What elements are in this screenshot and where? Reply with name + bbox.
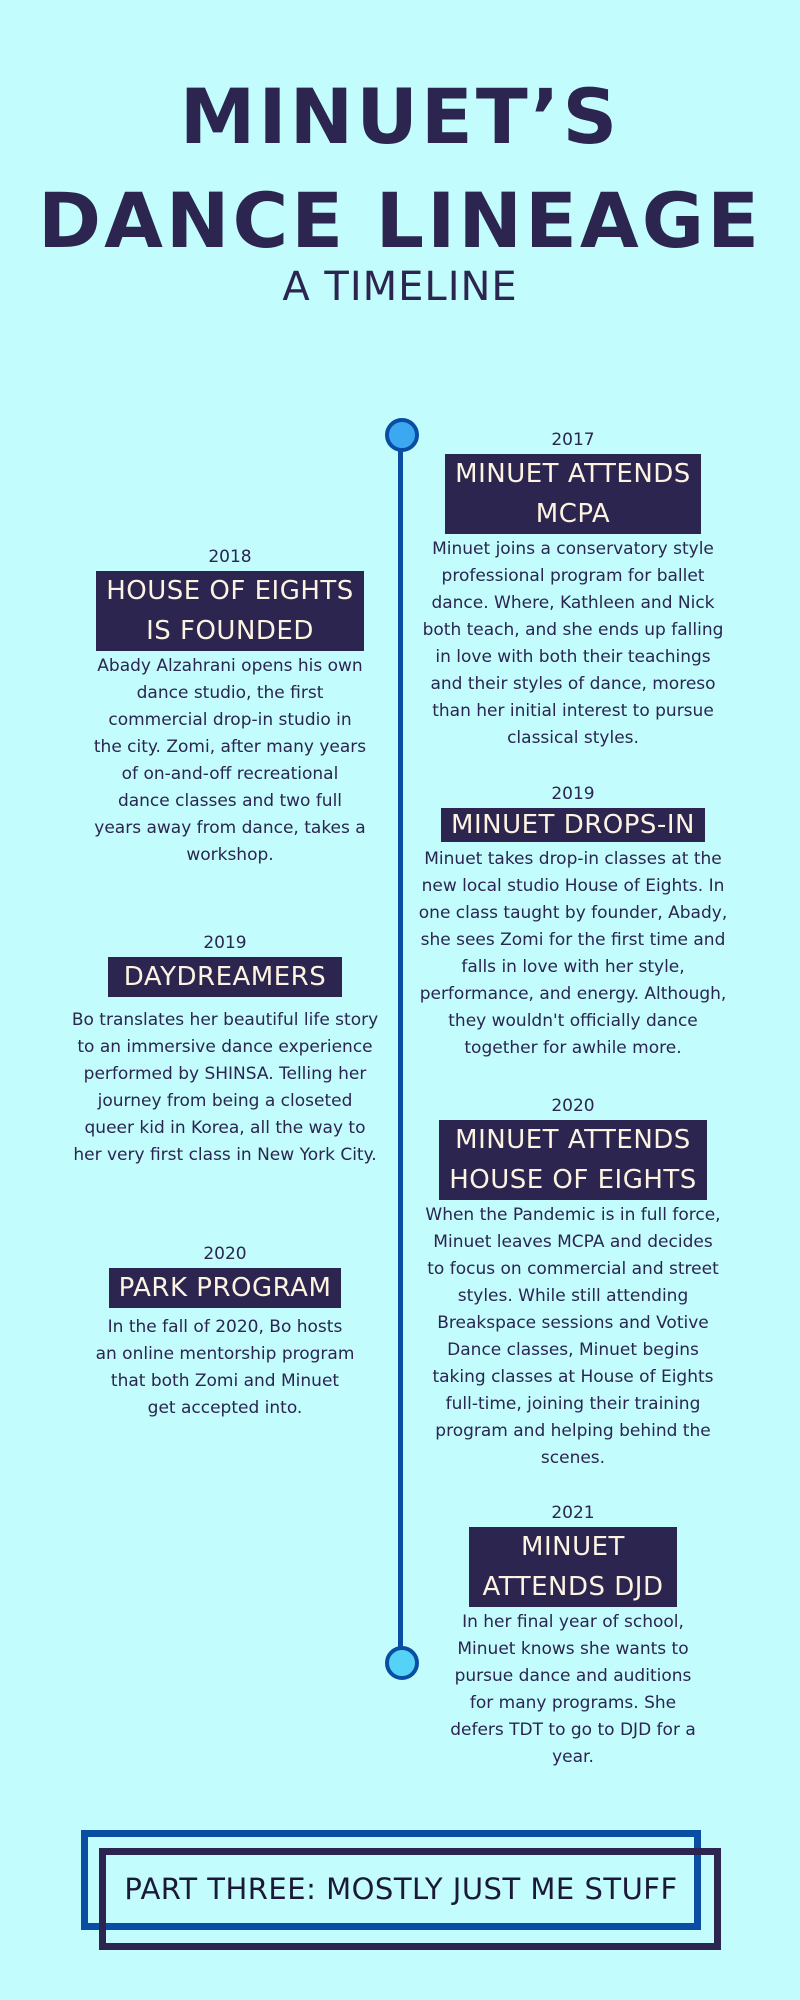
event-description-line: pursue dance and auditions [454, 1666, 692, 1686]
page-subtitle: A TIMELINE [282, 264, 518, 310]
event-description-line: classical styles. [507, 728, 639, 748]
event-heading-line: HOUSE OF EIGHTS [106, 576, 354, 606]
event-description-line: get accepted into. [147, 1398, 303, 1418]
event-year: 2019 [203, 933, 247, 953]
event-description-line: scenes. [540, 1448, 606, 1468]
event-heading [109, 1268, 342, 1308]
event-description-line: of on-and-off recreational [121, 764, 339, 784]
event-description-line: dance. Where, Kathleen and Nick [431, 593, 715, 613]
event-description [50, 1007, 400, 1169]
event-description [405, 1609, 741, 1771]
event-description-line: defers TDT to go to DJD for a [450, 1720, 696, 1740]
event-heading-line: MINUET ATTENDS [455, 459, 691, 489]
timeline-event-2020-park-program [60, 1243, 390, 1422]
event-heading-line: ATTENDS DJD [482, 1572, 664, 1602]
event-description [60, 1314, 390, 1422]
timeline-event-2017-mcpa [405, 429, 741, 752]
event-description-line: When the Pandemic is in full force, [425, 1205, 721, 1225]
event-heading-line: HOUSE OF EIGHTS [449, 1165, 697, 1195]
event-year: 2017 [551, 430, 595, 450]
event-description-line: journey from being a closeted [97, 1091, 353, 1111]
event-description-line: Minuet leaves MCPA and decides [433, 1232, 713, 1252]
event-description-line: to an immersive dance experience [77, 1037, 373, 1057]
event-description [405, 1202, 741, 1472]
event-heading-line: DAYDREAMERS [123, 962, 327, 992]
page-title-line2: DANCE LINEAGE [37, 176, 762, 265]
event-description-line: than her initial interest to pursue [432, 701, 714, 721]
timeline-event-2019-drops-in [405, 783, 741, 1062]
event-heading-line: IS FOUNDED [146, 616, 314, 646]
event-heading [96, 571, 364, 651]
event-description-line: Breakspace sessions and Votive [437, 1313, 709, 1333]
event-heading [108, 957, 342, 997]
event-description-line: dance studio, the first [136, 683, 324, 703]
event-description-line: in love with both their teachings [435, 647, 711, 667]
event-heading-line: MINUET ATTENDS [455, 1125, 691, 1155]
event-description-line: professional program for ballet [441, 566, 705, 586]
event-year: 2021 [551, 1503, 595, 1523]
event-description-line: one class taught by founder, Abady, [418, 903, 728, 923]
event-description-line: performance, and energy. Although, [419, 984, 727, 1004]
event-description-line: In the fall of 2020, Bo hosts [107, 1317, 343, 1337]
event-year: 2020 [203, 1244, 247, 1264]
event-heading-line: PARK PROGRAM [118, 1273, 332, 1303]
event-description-line: Minuet knows she wants to [457, 1639, 689, 1659]
event-heading [445, 454, 701, 534]
event-description-line: workshop. [186, 845, 274, 865]
event-description-line: that both Zomi and Minuet [110, 1371, 340, 1391]
event-description-line: her very first class in New York City. [73, 1145, 377, 1165]
event-description-line: In her final year of school, [462, 1612, 684, 1632]
timeline-event-2018-house-of-eights [60, 546, 400, 869]
event-description-line: an online mentorship program [95, 1344, 355, 1364]
page-title-line1: MINUET’S [179, 72, 621, 161]
event-heading [439, 1120, 707, 1200]
event-description-line: Minuet takes drop-in classes at the [424, 849, 722, 869]
event-description-line: queer kid in Korea, all the way to [84, 1118, 366, 1138]
event-description-line: commercial drop-in studio in [108, 710, 352, 730]
footer-label: PART THREE: MOSTLY JUST ME STUFF [124, 1872, 678, 1906]
timeline-event-2019-daydreamers [50, 932, 400, 1169]
timeline-event-2020-house-of-eights [405, 1095, 741, 1472]
event-description-line: new local studio House of Eights. In [421, 876, 725, 896]
event-description-line: Bo translates her beautiful life story [71, 1010, 379, 1030]
event-description-line: year. [552, 1747, 594, 1767]
event-year: 2020 [551, 1096, 595, 1116]
event-description-line: taking classes at House of Eights [432, 1367, 714, 1387]
timeline-event-2021-djd [405, 1502, 741, 1771]
event-description [405, 536, 741, 752]
event-description-line: years away from dance, takes a [94, 818, 366, 838]
event-description-line: and their styles of dance, moreso [430, 674, 716, 694]
event-description-line: Abady Alzahrani opens his own [97, 656, 363, 676]
event-year: 2019 [551, 784, 595, 804]
event-description-line: falls in love with her style, [461, 957, 685, 977]
event-description [405, 846, 741, 1062]
event-year: 2018 [208, 547, 252, 567]
event-description-line: for many programs. She [469, 1693, 677, 1713]
event-heading [441, 808, 705, 842]
event-heading-line: MINUET DROPS-IN [451, 810, 695, 840]
event-description-line: together for awhile more. [464, 1038, 682, 1058]
event-description-line: she sees Zomi for the first time and [420, 930, 726, 950]
event-description-line: dance classes and two full [117, 791, 343, 811]
event-heading-line: MINUET [521, 1532, 625, 1562]
event-heading [469, 1527, 678, 1607]
event-description-line: both teach, and she ends up falling [422, 620, 724, 640]
event-description-line: full-time, joining their training [445, 1394, 701, 1414]
event-description-line: Minuet joins a conservatory style [432, 539, 714, 559]
event-description-line: to focus on commercial and street [427, 1259, 719, 1279]
event-description-line: performed by SHINSA. Telling her [83, 1064, 367, 1084]
event-description-line: the city. Zomi, after many years [93, 737, 367, 757]
event-description-line: styles. While still attending [457, 1286, 689, 1306]
event-description-line: program and helping behind the [435, 1421, 711, 1441]
event-description-line: Dance classes, Minuet begins [447, 1340, 699, 1360]
event-description [60, 653, 400, 869]
event-heading-line: MCPA [535, 499, 611, 529]
event-description-line: they wouldn't officially dance [448, 1011, 698, 1031]
